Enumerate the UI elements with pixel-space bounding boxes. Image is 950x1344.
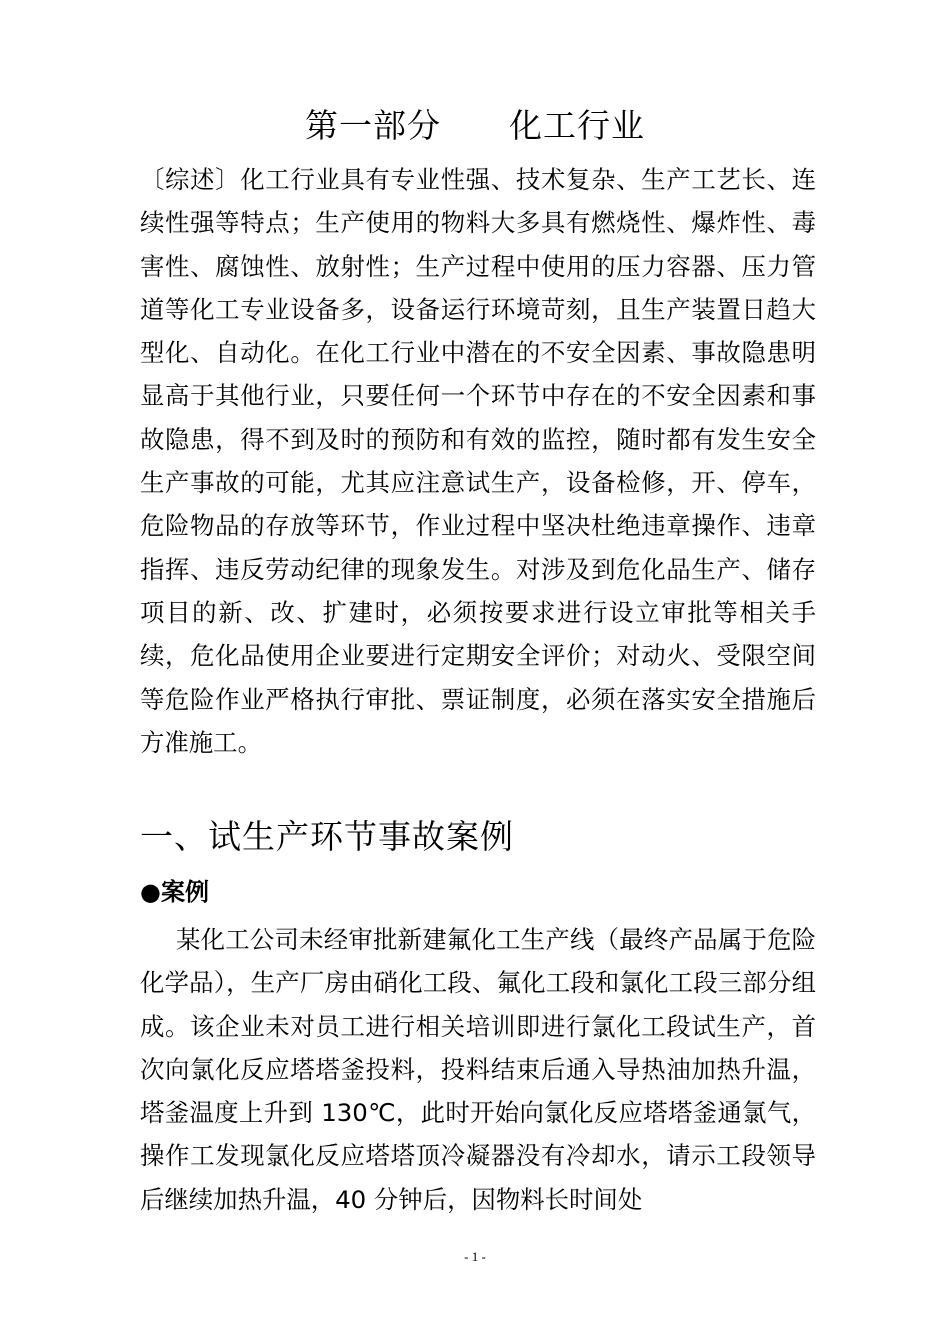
summary-paragraph: 〔综述〕化工行业具有专业性强、技术复杂、生产工艺长、连续性强等特点；生产使用的物料大多具有燃烧性、爆炸性、毒害性、腐蚀性、放射性；生产过程中使用的压力容器、压力管道等化工专业设备多，设备运行环境苛刻，且生产装置日趋大型化、自动化。在化工行业中潜在的不安全因素、事故隐患明显高于其他行业，只要任何一个环节中存在的不安全因素和事故隐患，得不到及时的预防和有效的监控，随时都有发生安全生产事故的可能，尤其应注意试生产，设备检修，开、停车，危险物品的存放等环节，作业过程中坚决杜绝违章操作、违章指挥、违反劳动纪律的现象发生。对涉及到危化品生产、储存项目的新、改、扩建时，必须按要求进行设立审批等相关手续，危化品使用企业要进行定期安全评价；对动火、受限空间等危险作业严格执行审批、票证制度，必须在落实安全措施后方准施工。 bbox=[140, 165, 816, 757]
section-heading: 一、试生产环节事故案例 bbox=[140, 817, 514, 856]
case-label: ●案例 bbox=[140, 878, 209, 906]
case-body-paragraph: 某化工公司未经审批新建氟化工生产线（最终产品属于危险化学品），生产厂房由硝化工段、氟化工段和氯化工段三部分组成。该企业未对员工进行相关培训即进行氯化工段试生产，首次向氯化反应塔塔釜投料，投料结束后通入导热油加热升温，塔釜温度上升到 130℃，此时开始向氯化反应塔塔釜通氯气，操作工发现氯化反应塔塔顶冷凝器没有冷却水，请示工段领导后继续加热升温，40 分钟后，因物料长时间处 bbox=[140, 925, 816, 1214]
part-title: 第一部分 化工行业 bbox=[305, 106, 645, 145]
page-number: - 1 - bbox=[464, 1249, 486, 1264]
